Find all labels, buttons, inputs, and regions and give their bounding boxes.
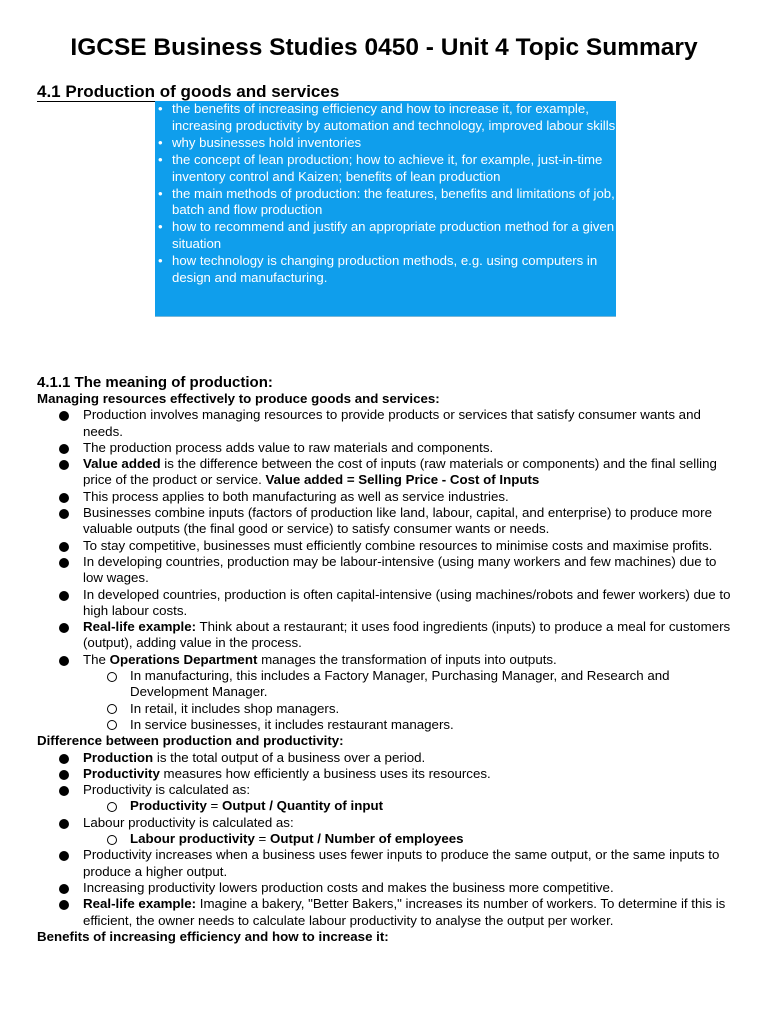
sub-list-item [83, 798, 737, 814]
spec-item: • the concept of lean production; how to achieve it, for example, just-in-time inventory control and Kaizen; benefits of lean production [155, 152, 616, 186]
term: Real-life example: [83, 896, 197, 912]
spec-list [155, 101, 616, 287]
list-item [37, 619, 737, 652]
term: Value added [83, 456, 161, 472]
sub-list-item: In retail, it includes shop managers. [83, 701, 737, 717]
spec-item: • how technology is changing production methods, e.g. using computers in design and manufacturing. [155, 253, 616, 287]
list-item: This process applies to both manufacturing as well as service industries. [37, 489, 737, 505]
spec-item: • the main methods of production: the features, benefits and limitations of job, batch and flow production [155, 186, 616, 220]
spec-item: • how to recommend and justify an appropriate production method for a given situation [155, 219, 616, 253]
list-item: In developing countries, production may be labour-intensive (using many workers and few machines) due to low wages. [37, 554, 737, 587]
list-item [37, 782, 737, 815]
sub-list-item: In manufacturing, this includes a Factory Manager, Purchasing Manager, and Research and Development Manager. [83, 668, 737, 701]
lead-heading-difference: Difference between production and productivity: [37, 733, 344, 749]
equals: = [206, 798, 222, 814]
spec-item: • the benefits of increasing efficiency and how to increase it, for example, increasing productivity by automation and technology, improved labour skills [155, 101, 616, 135]
sub-list-productivity-formula [83, 798, 737, 814]
formula: Output / Quantity of input [222, 798, 384, 814]
lead-heading-managing-resources: Managing resources effectively to produce goods and services: [37, 391, 440, 406]
list-item: Production involves managing resources to provide products or services that satisfy consumer wants and needs. [37, 407, 737, 440]
list-item [37, 815, 737, 848]
list-item [37, 766, 737, 782]
document-title: IGCSE Business Studies 0450 - Unit 4 Topic Summary [70, 34, 698, 61]
term: Operations Department [109, 651, 258, 667]
item-text: measures how efficiently a business uses its resources. [159, 765, 491, 781]
item-text: Imagine a bakery, "Better Bakers," increases its number of workers. To determine if this is efficient, the owner needs to calculate labour productivity to analyse the output per worker. [83, 896, 726, 928]
item-text: is the total output of a business over a period. [153, 749, 426, 765]
equals: = [254, 831, 271, 847]
sub-list-item [83, 831, 737, 847]
section-heading-text: 4.1 Production of goods and services [37, 82, 340, 101]
list-item [37, 750, 737, 766]
syllabus-spec-box [155, 101, 616, 317]
term: Production [83, 749, 154, 765]
list-item: To stay competitive, businesses must efficiently combine resources to minimise costs and maximise profits. [37, 538, 737, 554]
content-body [37, 374, 737, 945]
list-item [37, 896, 737, 929]
list-item [37, 456, 737, 489]
sub-list-operations [83, 668, 737, 733]
formula: Output / Number of employees [270, 831, 464, 847]
item-text: manages the transformation of inputs into outputs. [257, 651, 557, 667]
section-heading [37, 82, 339, 102]
list-item: Increasing productivity lowers production costs and makes the business more competitive. [37, 880, 737, 896]
list-item: The production process adds value to raw materials and components. [37, 440, 737, 456]
lead-heading-benefits: Benefits of increasing efficiency and how to increase it: [37, 928, 389, 944]
subsection-heading: 4.1.1 The meaning of production: [37, 374, 273, 391]
bullet-list-meaning [37, 407, 737, 733]
list-item: In developed countries, production is often capital-intensive (using machines/robots and fewer workers) due to high labour costs. [37, 587, 737, 620]
list-item: Businesses combine inputs (factors of production like land, labour, capital, and enterprise) to produce more valuable outputs (the final good or service) to satisfy consumer wants or needs. [37, 505, 737, 538]
spec-item: • why businesses hold inventories [155, 135, 616, 152]
item-text: Productivity is calculated as: [83, 782, 251, 798]
sub-list-labour-formula [83, 831, 737, 847]
item-text: The [83, 651, 110, 667]
list-item [37, 652, 737, 733]
term: Labour productivity [130, 831, 255, 847]
term: Productivity [83, 765, 160, 781]
term: Real-life example: [83, 619, 197, 635]
term: Productivity [130, 798, 207, 814]
item-text: is the difference between the cost of inputs (raw materials or components) and the final selling price of the product or service. [83, 456, 717, 488]
list-item: Productivity increases when a business uses fewer inputs to produce the same output, or the same inputs to produce a higher output. [37, 847, 737, 880]
item-text: Labour productivity is calculated as: [83, 814, 294, 830]
formula: Value added = Selling Price - Cost of Inputs [265, 472, 540, 488]
sub-list-item: In service businesses, it includes restaurant managers. [83, 717, 737, 733]
bullet-list-difference [37, 750, 737, 929]
item-text: Think about a restaurant; it uses food ingredients (inputs) to produce a meal for customers (output), adding value in the process. [83, 619, 731, 651]
